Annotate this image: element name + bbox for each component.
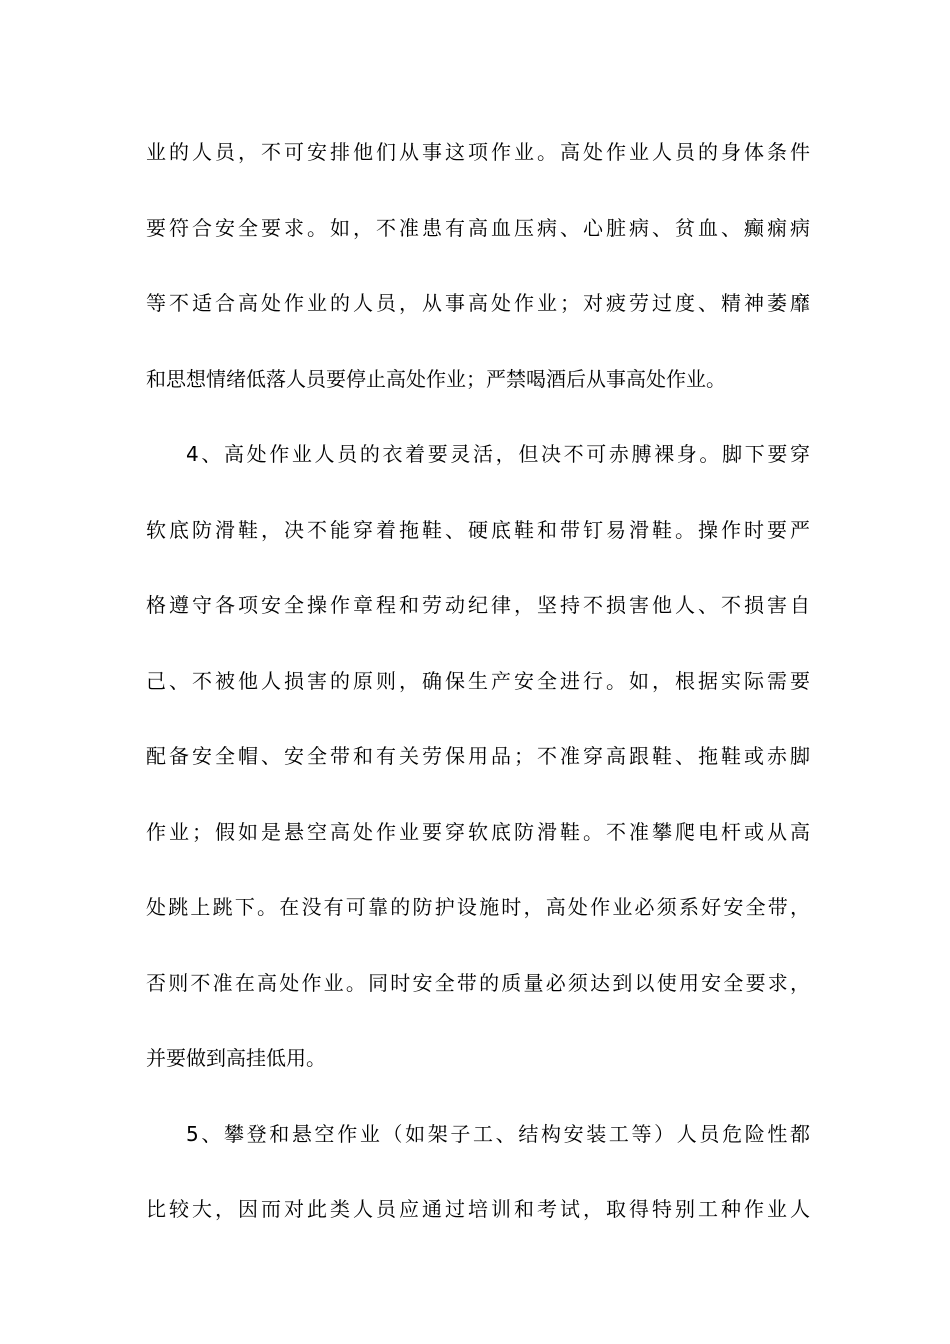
text-line: 业的人员，不可安排他们从事这项作业。高处作业人员的身体条件 bbox=[146, 140, 810, 164]
text-line: 作业；假如是悬空高处作业要穿软底防滑鞋。不准攀爬电杆或从高 bbox=[146, 819, 810, 844]
text-line: 和思想情绪低落人员要停止高处作业；严禁喝酒后从事高处作业。 bbox=[146, 366, 726, 391]
text-line: 格遵守各项安全操作章程和劳动纪律，坚持不损害他人、不损害自 bbox=[146, 593, 810, 617]
text-line: 处跳上跳下。在没有可靠的防护设施时，高处作业必须系好安全带， bbox=[146, 895, 810, 919]
text-line: 等不适合高处作业的人员，从事高处作业；对疲劳过度、精神萎靡 bbox=[146, 291, 810, 315]
paragraph-4-first-line: 4、高处作业人员的衣着要灵活，但决不可赤膊裸身。脚下要穿 bbox=[186, 442, 810, 466]
body-text bbox=[146, 130, 810, 1263]
paragraph-5-first-line: 5、攀登和悬空作业（如架子工、结构安装工等）人员危险性都 bbox=[186, 1121, 810, 1146]
text-line: 比较大，因而对此类人员应通过培训和考试，取得特别工种作业人 bbox=[146, 1197, 810, 1221]
text-line: 并要做到高挂低用。 bbox=[146, 1046, 326, 1070]
text-line: 配备安全帽、安全带和有关劳保用品；不准穿高跟鞋、拖鞋或赤脚 bbox=[146, 744, 810, 768]
text-line: 己、不被他人损害的原则，确保生产安全进行。如，根据实际需要 bbox=[146, 668, 810, 693]
text-line: 否则不准在高处作业。同时安全带的质量必须达到以使用安全要求， bbox=[146, 970, 810, 995]
text-line: 软底防滑鞋，决不能穿着拖鞋、硬底鞋和带钉易滑鞋。操作时要严 bbox=[146, 517, 810, 542]
text-line: 要符合安全要求。如，不准患有高血压病、心脏病、贫血、癫痫病 bbox=[146, 215, 810, 240]
